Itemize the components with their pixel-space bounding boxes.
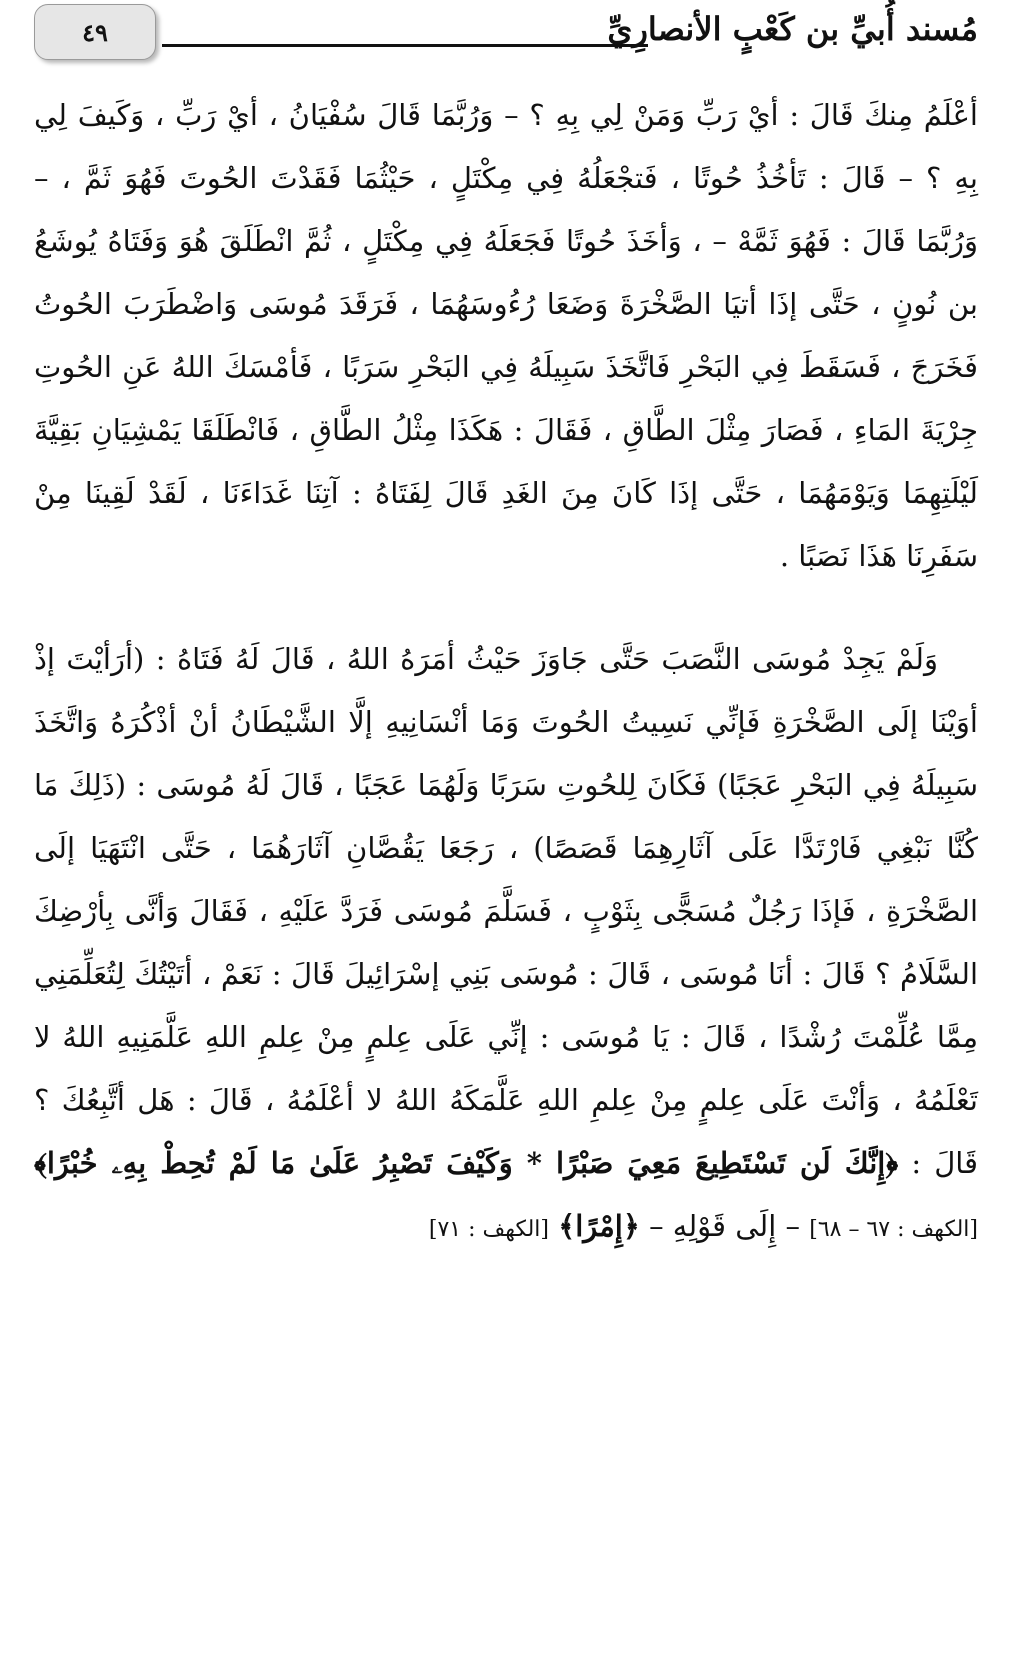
- quran-verse-1: ﴿إِنَّكَ لَن تَسْتَطِيعَ مَعِيَ صَبْرًا * وَكَيْفَ تَصْبِرُ عَلَىٰ مَا لَمْ تُحِطْ بِهِۦ خُبْرًا﴾: [34, 1146, 899, 1180]
- page-number: ٤٩: [82, 17, 108, 47]
- connector-text: – إِلَى قَوْلِهِ –: [649, 1209, 801, 1243]
- quran-verse-2: ﴿إِمْرًا﴾: [558, 1209, 640, 1243]
- paragraph-2: [34, 628, 978, 1261]
- header-rule: [162, 44, 648, 47]
- verse-reference-1: [الكهف : ٦٧ – ٦٨]: [809, 1217, 978, 1242]
- page-header: [34, 4, 978, 70]
- page-body: [34, 84, 978, 1261]
- page-number-box: [34, 4, 156, 60]
- page-title: مُسند أُبيِّ بن كَعْبٍ الأنصارِيِّ: [607, 10, 978, 48]
- paragraph-2-text: وَلَمْ يَجِدْ مُوسَى النَّصَبَ حَتَّى جَاوَزَ حَيْثُ أمَرَهُ اللهُ ، قَالَ لَهُ فَتَاهُ : (أرَأيْتَ إذْ أوَيْنَا إلَى الصَّخْرَةِ فَإنِّي نَسِيتُ الحُوتَ وَمَا أنْسَانِيهِ إلَّا الشَّيْطَانُ أنْ أذْكُرَهُ وَاتَّخَذَ سَبِيلَهُ فِي البَحْرِ عَجَبًا) فَكَانَ لِلحُوتِ سَرَبًا وَلَهُمَا عَجَبًا ، قَالَ لَهُ مُوسَى : (ذَلِكَ مَا كُنَّا نَبْغِي فَارْتَدَّا عَلَى آثَارِهِمَا قَصَصًا) ، رَجَعَا يَقُصَّانِ آثَارَهُمَا ، حَتَّى انْتَهَيَا إلَى الصَّخْرَةِ ، فَإذَا رَجُلٌ مُسَجًّى بِثَوْبٍ ، فَسَلَّمَ مُوسَى فَرَدَّ عَلَيْهِ ، فَقَالَ وَأنَّى بِأرْضِكَ السَّلَامُ ؟ قَالَ : أنَا مُوسَى ، قَالَ : مُوسَى بَنِي إسْرَائِيلَ قَالَ : نَعَمْ ، أتَيْتُكَ لِتُعَلِّمَنِي مِمَّا عُلِّمْتَ رُشْدًا ، قَالَ : يَا مُوسَى : إنِّي عَلَى عِلمٍ مِنْ عِلمِ اللهِ عَلَّمَنِيهِ اللهُ لا تَعْلَمُهُ ، وَأنْتَ عَلَى عِلمٍ مِنْ عِلمِ اللهِ عَلَّمَكَهُ اللهُ لا أعْلَمُهُ ، قَالَ : هَل أتَّبِعُكَ ؟ قَالَ :: [34, 642, 979, 1180]
- verse-reference-2: [الكهف : ٧١]: [428, 1217, 549, 1242]
- paragraph-1: أعْلَمُ مِنكَ قَالَ : أيْ رَبِّ وَمَنْ لِي بِهِ ؟ – وَرُبَّمَا قَالَ سُفْيَانُ ، أيْ رَبِّ ، وَكَيفَ لِي بِهِ ؟ – قَالَ : تَأخُذُ حُوتًا ، فَتجْعَلُهُ فِي مِكْتَلٍ ، حَيْثُمَا فَقَدْتَ الحُوتَ فَهُوَ ثَمَّ ، – وَرُبَّمَا قَالَ : فَهُوَ ثَمَّهْ – ، وَأخَذَ حُوتًا فَجَعَلَهُ فِي مِكْتَلٍ ، ثُمَّ انْطَلَقَ هُوَ وَفَتَاهُ يُوشَعُ بن نُونٍ ، حَتَّى إذَا أتيَا الصَّخْرَةَ وَضَعَا رُءُوسَهُمَا ، فَرَقَدَ مُوسَى وَاضْطَرَبَ الحُوتُ فَخَرَجَ ، فَسَقَطَ فِي البَحْرِ فَاتَّخَذَ سَبِيلَهُ فِي البَحْرِ سَرَبًا ، فَأمْسَكَ اللهُ عَنِ الحُوتِ جِرْيَةَ المَاءِ ، فَصَارَ مِثْلَ الطَّاقِ ، فَقَالَ : هَكَذَا مِثْلُ الطَّاقِ ، فَانْطَلَقَا يَمْشِيَانِ بَقِيَّةَ لَيْلَتِهِمَا وَيَوْمَهُمَا ، حَتَّى إذَا كَانَ مِنَ الغَدِ قَالَ لِفَتَاهُ : آتِنَا غَدَاءَنَا ، لَقَدْ لَقِينَا مِنْ سَفَرِنَا هَذَا نَصَبًا .: [34, 98, 978, 573]
